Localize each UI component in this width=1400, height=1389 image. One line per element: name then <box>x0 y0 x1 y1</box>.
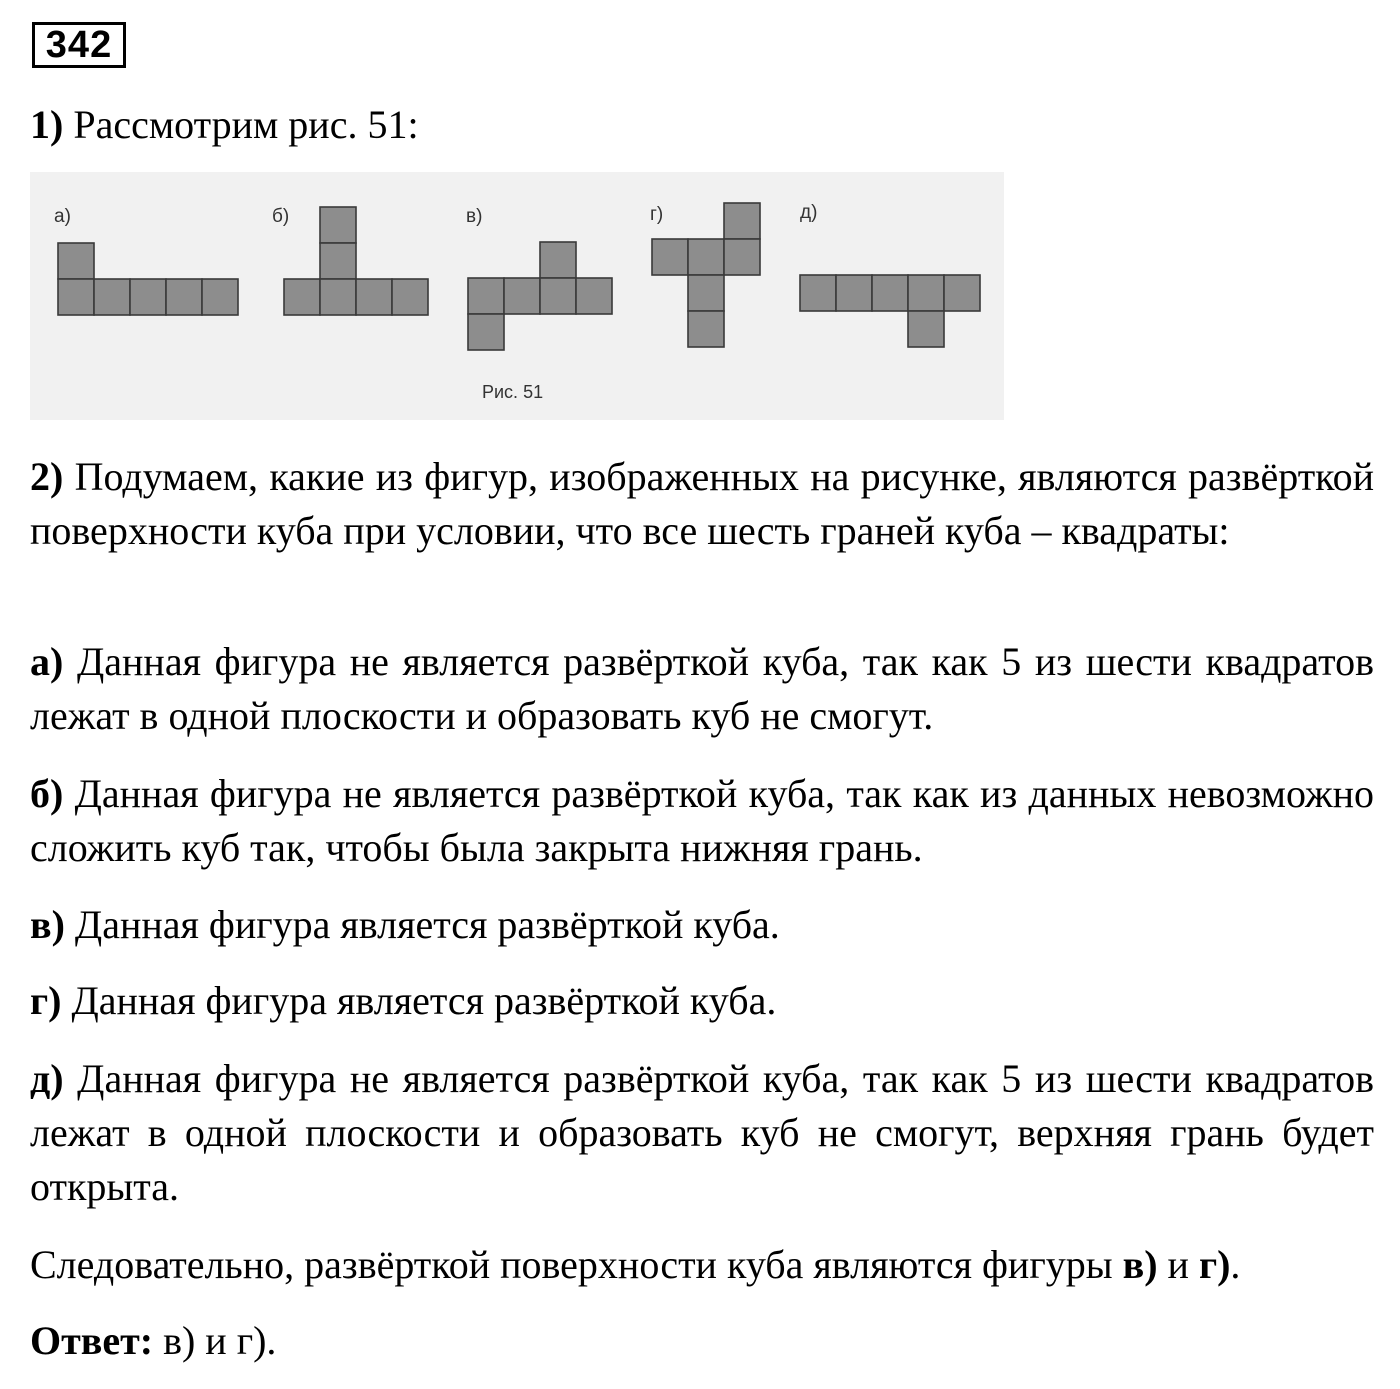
cube-nets-illustration <box>30 172 1004 420</box>
answer <box>30 1314 1374 1368</box>
item-v-label: в) <box>30 902 65 947</box>
conclusion-end: . <box>1230 1242 1241 1287</box>
step-1-text: Рассмотрим рис. 51: <box>63 102 419 147</box>
net-d <box>800 202 980 347</box>
step-2-label: 2) <box>30 454 64 499</box>
net-v <box>466 206 612 350</box>
item-a-text: Данная фигура не является развёрткой куба, так как 5 из шести квадратов лежат в одной плоскости и образовать куб не смогут. <box>30 639 1374 738</box>
figure-51 <box>30 172 1004 420</box>
item-v-text: Данная фигура является развёрткой куба. <box>64 902 780 947</box>
problem-number: 342 <box>32 22 126 68</box>
item-a <box>30 635 1374 743</box>
conclusion-text: Следовательно, развёрткой поверхности куба являются фигуры <box>30 1242 1123 1287</box>
net-a <box>54 206 238 315</box>
net-v-label: в) <box>466 206 483 227</box>
item-b-label: б) <box>30 771 64 816</box>
item-d <box>30 1052 1374 1214</box>
item-b <box>30 767 1374 875</box>
net-b-label: б) <box>272 206 290 227</box>
answer-text: в) и г). <box>153 1318 277 1363</box>
step-1 <box>30 98 1374 152</box>
item-v <box>30 898 1374 952</box>
net-a-label: а) <box>54 206 71 227</box>
conclusion-first: в) <box>1122 1242 1158 1287</box>
item-g-text: Данная фигура является развёрткой куба. <box>61 978 777 1023</box>
net-d-label: д) <box>800 202 818 223</box>
item-a-label: а) <box>30 639 64 684</box>
net-b <box>272 206 428 315</box>
item-d-label: д) <box>30 1056 64 1101</box>
step-2-text: Подумаем, какие из фигур, изображенных на рисунке, являются развёрткой поверхности куба при условии, что все шесть граней куба – квадраты: <box>30 454 1374 553</box>
net-g-label: г) <box>650 204 664 225</box>
item-g <box>30 974 1374 1028</box>
item-b-text: Данная фигура не является развёрткой куба, так как из данных невозможно сложить куб так, чтобы была закрыта нижняя грань. <box>30 771 1374 870</box>
conclusion-second: г) <box>1198 1242 1231 1287</box>
step-1-label: 1) <box>30 102 64 147</box>
conclusion <box>30 1238 1374 1292</box>
figure-caption: Рис. 51 <box>482 382 544 402</box>
item-g-label: г) <box>30 978 62 1023</box>
step-2 <box>30 450 1374 558</box>
item-d-text: Данная фигура не является развёрткой куба, так как 5 из шести квадратов лежат в одной плоскости и образовать куб не смогут, верхняя грань будет открыта. <box>30 1056 1374 1209</box>
conclusion-and: и <box>1157 1242 1199 1287</box>
net-g <box>650 203 760 347</box>
answer-label: Ответ: <box>30 1318 154 1363</box>
